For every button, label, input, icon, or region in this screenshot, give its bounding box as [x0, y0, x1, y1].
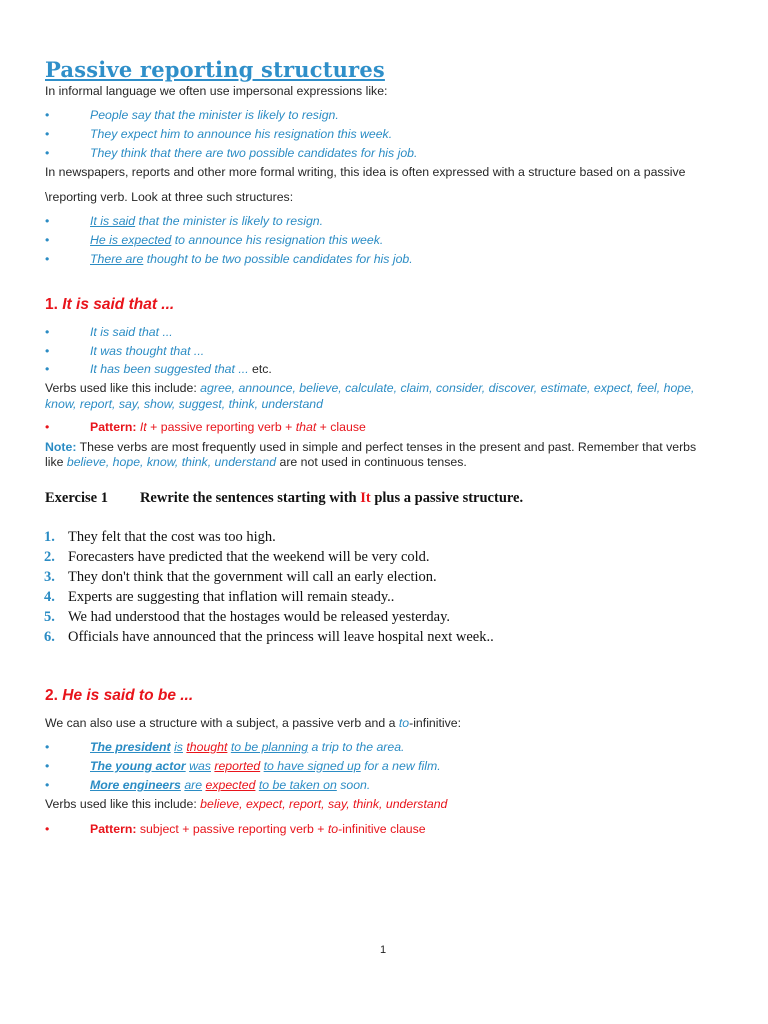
- exercise-sentence: They felt that the cost was too high.: [68, 529, 276, 545]
- page-number: 1: [380, 944, 387, 956]
- bullet-icon: •: [45, 214, 50, 228]
- bullet-icon: •: [45, 740, 50, 754]
- item-number: 3.: [44, 569, 55, 585]
- bullet-icon: •: [45, 146, 50, 160]
- section-heading-2: 2. He is said to be ...: [45, 687, 194, 704]
- bullet-icon: •: [45, 108, 50, 122]
- bullet-icon: •: [45, 822, 50, 836]
- item-number: 4.: [44, 589, 55, 605]
- exercise-sentence: Experts are suggesting that inflation will remain steady..: [68, 589, 395, 605]
- item-number: 6.: [44, 629, 55, 645]
- intro-text: We can also use a structure with a subject, a passive verb and a to-infinitive:: [45, 716, 462, 730]
- bullet-icon: •: [45, 362, 50, 376]
- exercise-sentence: Forecasters have predicted that the weekend will be very cold.: [68, 549, 430, 565]
- verbs-line: Verbs used like this include: believe, expect, report, say, think, understand: [45, 797, 448, 811]
- exercise-sentence: They don't think that the government will call an early election.: [68, 569, 437, 585]
- exercise-sentence: Officials have announced that the princess will leave hospital next week..: [68, 629, 494, 645]
- bullet-icon: •: [45, 233, 50, 247]
- bullet-icon: •: [45, 344, 50, 358]
- paragraph-line: \reporting verb. Look at three such structures:: [45, 190, 294, 204]
- bullet-icon: •: [45, 127, 50, 141]
- bullet-icon: •: [45, 778, 50, 792]
- bullet-icon: •: [45, 252, 50, 266]
- bullet-icon: •: [45, 420, 50, 434]
- bullet-icon: •: [45, 759, 50, 773]
- note-line: Note: These verbs are most frequently used in simple and perfect tenses in the present and past. Remember that verbs: [45, 440, 697, 454]
- verbs-line: know, report, say, show, suggest, think, understand: [45, 397, 323, 411]
- item-number: 1.: [44, 529, 55, 545]
- section-heading-1: 1. It is said that ...: [45, 296, 175, 313]
- verbs-line: Verbs used like this include: agree, announce, believe, calculate, claim, consider, discover, estimate, expect, feel, hope,: [45, 381, 695, 395]
- intro-text: In informal language we often use impersonal expressions like:: [45, 84, 388, 98]
- paragraph-line: In newspapers, reports and other more formal writing, this idea is often expressed with a structure based on a passive: [45, 165, 686, 179]
- exercise-heading: Exercise 1 Rewrite the sentences starting with It plus a passive structure.: [45, 490, 524, 506]
- exercise-sentence: We had understood that the hostages would be released yesterday.: [68, 609, 451, 625]
- item-number: 2.: [44, 549, 55, 565]
- item-number: 5.: [44, 609, 55, 625]
- page-title: Passive reporting structures: [45, 57, 385, 82]
- bullet-icon: •: [45, 325, 50, 339]
- note-line: like believe, hope, know, think, understand are not used in continuous tenses.: [45, 455, 467, 469]
